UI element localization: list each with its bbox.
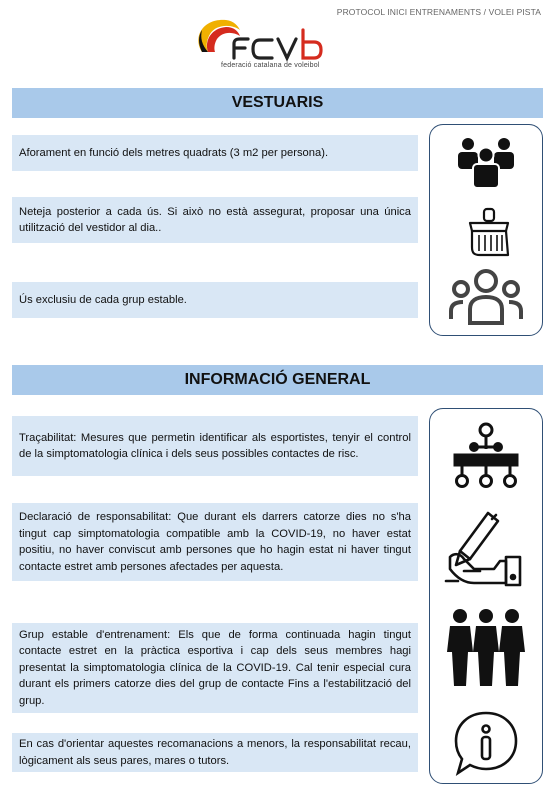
list-item: Declaració de responsabilitat: Que durant els darrers catorze dies no s'ha tingut cap simptomatologia compatible amb la COVID-19, no haver estat positiu, no haver conviscut amb persones que ho hagin estat ni haver tingut contacte estret amb persones afectades per aquesta. (12, 503, 418, 581)
three-people-icon (446, 606, 526, 688)
info-chat-icon (452, 709, 520, 777)
list-item: Aforament en funció dels metres quadrats (3 m2 per persona). (12, 135, 418, 171)
list-item: Grup estable d'entrenament: Els que de forma continuada hagin tingut contacte estret en la pràctica esportiva i cap dels seus membres hagi presentat la simptomatologia clínica de la COVID-19. Cal tenir especial cura durant els primers catorze dies del grup de contacte Fins a l'estabilització del grup. (12, 623, 418, 713)
hierarchy-network-icon (452, 421, 520, 489)
users-outline-icon (448, 267, 524, 327)
section-title-informacio-general: INFORMACIÓ GENERAL (12, 365, 543, 395)
logo-subtitle: federació catalana de voleibol (221, 62, 320, 69)
informacio-icon-panel (429, 408, 543, 784)
cleaning-brush-icon (464, 207, 514, 257)
group-people-icon (455, 135, 517, 193)
vestuaris-icon-panel (429, 124, 543, 336)
hand-signing-icon (444, 509, 528, 589)
section-title-vestuaris: VESTUARIS (12, 88, 543, 118)
list-item: En cas d'orientar aquestes recomanacions a menors, la responsabilitat recau, lògicament als seus pares, mares o tutors. (12, 733, 418, 772)
list-item: Neteja posterior a cada ús. Si això no està assegurat, proposar una única utilització del vestidor al dia.. (12, 197, 418, 243)
protocol-header: PROTOCOL INICI ENTRENAMENTS / VOLEI PISTA (336, 7, 541, 17)
list-item: Ús exclusiu de cada grup estable. (12, 282, 418, 318)
list-item: Traçabilitat: Mesures que permetin identificar als esportistes, tenyir el control de la simptomatologia clínica i dels seus possibles contactes de risc. (12, 416, 418, 476)
